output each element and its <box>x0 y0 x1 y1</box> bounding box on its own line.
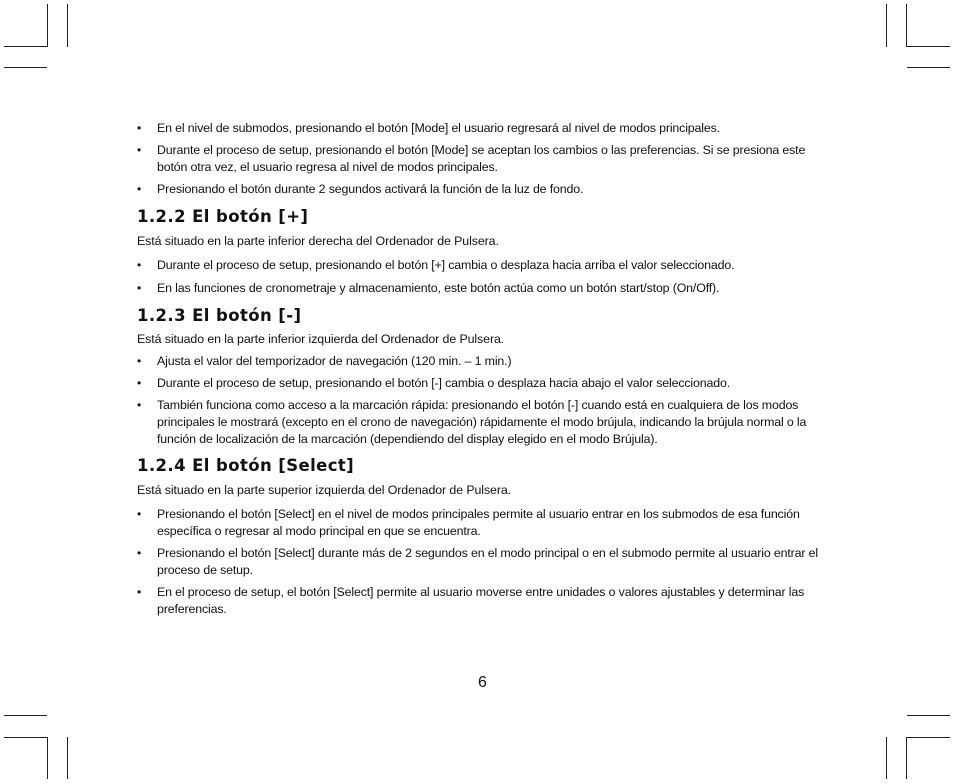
section-plus-button <box>137 207 832 297</box>
crop-mark <box>906 737 907 779</box>
mode-button-bullets <box>137 120 832 198</box>
crop-mark <box>907 46 950 47</box>
crop-mark <box>4 715 47 716</box>
crop-mark <box>67 737 68 779</box>
crop-mark <box>47 737 48 779</box>
crop-mark <box>4 67 47 68</box>
section-intro: Está situado en la parte inferior izquierda del Ordenador de Pulsera. <box>137 332 505 346</box>
list-item: • Durante el proceso de setup, presionando el botón [+] cambia o desplaza hacia arriba el valor seleccionado. <box>137 257 832 274</box>
list-item: • En el proceso de setup, el botón [Select] permite al usuario moverse entre unidades o valores ajustables y determinar las preferencias. <box>137 584 832 618</box>
section-bullets <box>137 353 832 448</box>
crop-mark <box>907 715 950 716</box>
crop-mark <box>906 4 907 47</box>
section-heading: 1.2.3 El botón [-] <box>137 306 302 325</box>
list-item: • Presionando el botón [Select] en el nivel de modos principales permite al usuario entrar en los submodos de esa función específica o regresar al modo principal en que se encuentra. <box>137 506 832 540</box>
list-item: • También funciona como acceso a la marcación rápida: presionando el botón [-] cuando está en cualquiera de los modos principales le mostrará (excepto en el crono de navegación) rápidamente el modo brújula, indicando la brújula normal o la función de localización de la marcación (dependiendo del display elegido en el modo Brújula). <box>137 397 832 448</box>
crop-mark <box>4 737 47 738</box>
crop-mark <box>886 4 887 47</box>
section-bullets <box>137 257 832 297</box>
section-bullets <box>137 506 832 618</box>
list-item: • Presionando el botón durante 2 segundos activará la función de la luz de fondo. <box>137 181 832 198</box>
crop-mark <box>47 4 48 47</box>
crop-mark <box>4 46 47 47</box>
page-number: 6 <box>478 674 487 691</box>
crop-mark <box>907 67 950 68</box>
page-content <box>137 118 832 618</box>
list-item: • En el nivel de submodos, presionando el botón [Mode] el usuario regresará al nivel de modos principales. <box>137 120 832 137</box>
section-intro: Está situado en la parte inferior derecha del Ordenador de Pulsera. <box>137 234 499 248</box>
section-select-button <box>137 456 832 618</box>
crop-mark <box>886 737 887 779</box>
section-heading: 1.2.2 El botón [+] <box>137 207 309 226</box>
crop-mark <box>67 4 68 47</box>
list-item: • Presionando el botón [Select] durante más de 2 segundos en el modo principal o en el submodo permite al usuario entrar el proceso de setup. <box>137 545 832 579</box>
list-item: • Durante el proceso de setup, presionando el botón [-] cambia o desplaza hacia abajo el valor seleccionado. <box>137 375 832 392</box>
list-item: • Ajusta el valor del temporizador de navegación (120 min. – 1 min.) <box>137 353 832 370</box>
section-heading: 1.2.4 El botón [Select] <box>137 456 355 475</box>
list-item: • En las funciones de cronometraje y almacenamiento, este botón actúa como un botón start/stop (On/Off). <box>137 280 832 297</box>
crop-mark <box>907 737 950 738</box>
section-intro: Está situado en la parte superior izquierda del Ordenador de Pulsera. <box>137 483 511 497</box>
section-minus-button <box>137 306 832 448</box>
list-item: • Durante el proceso de setup, presionando el botón [Mode] se aceptan los cambios o las preferencias. Si se presiona este botón otra vez, el usuario regresa al nivel de modos principales. <box>137 142 832 176</box>
